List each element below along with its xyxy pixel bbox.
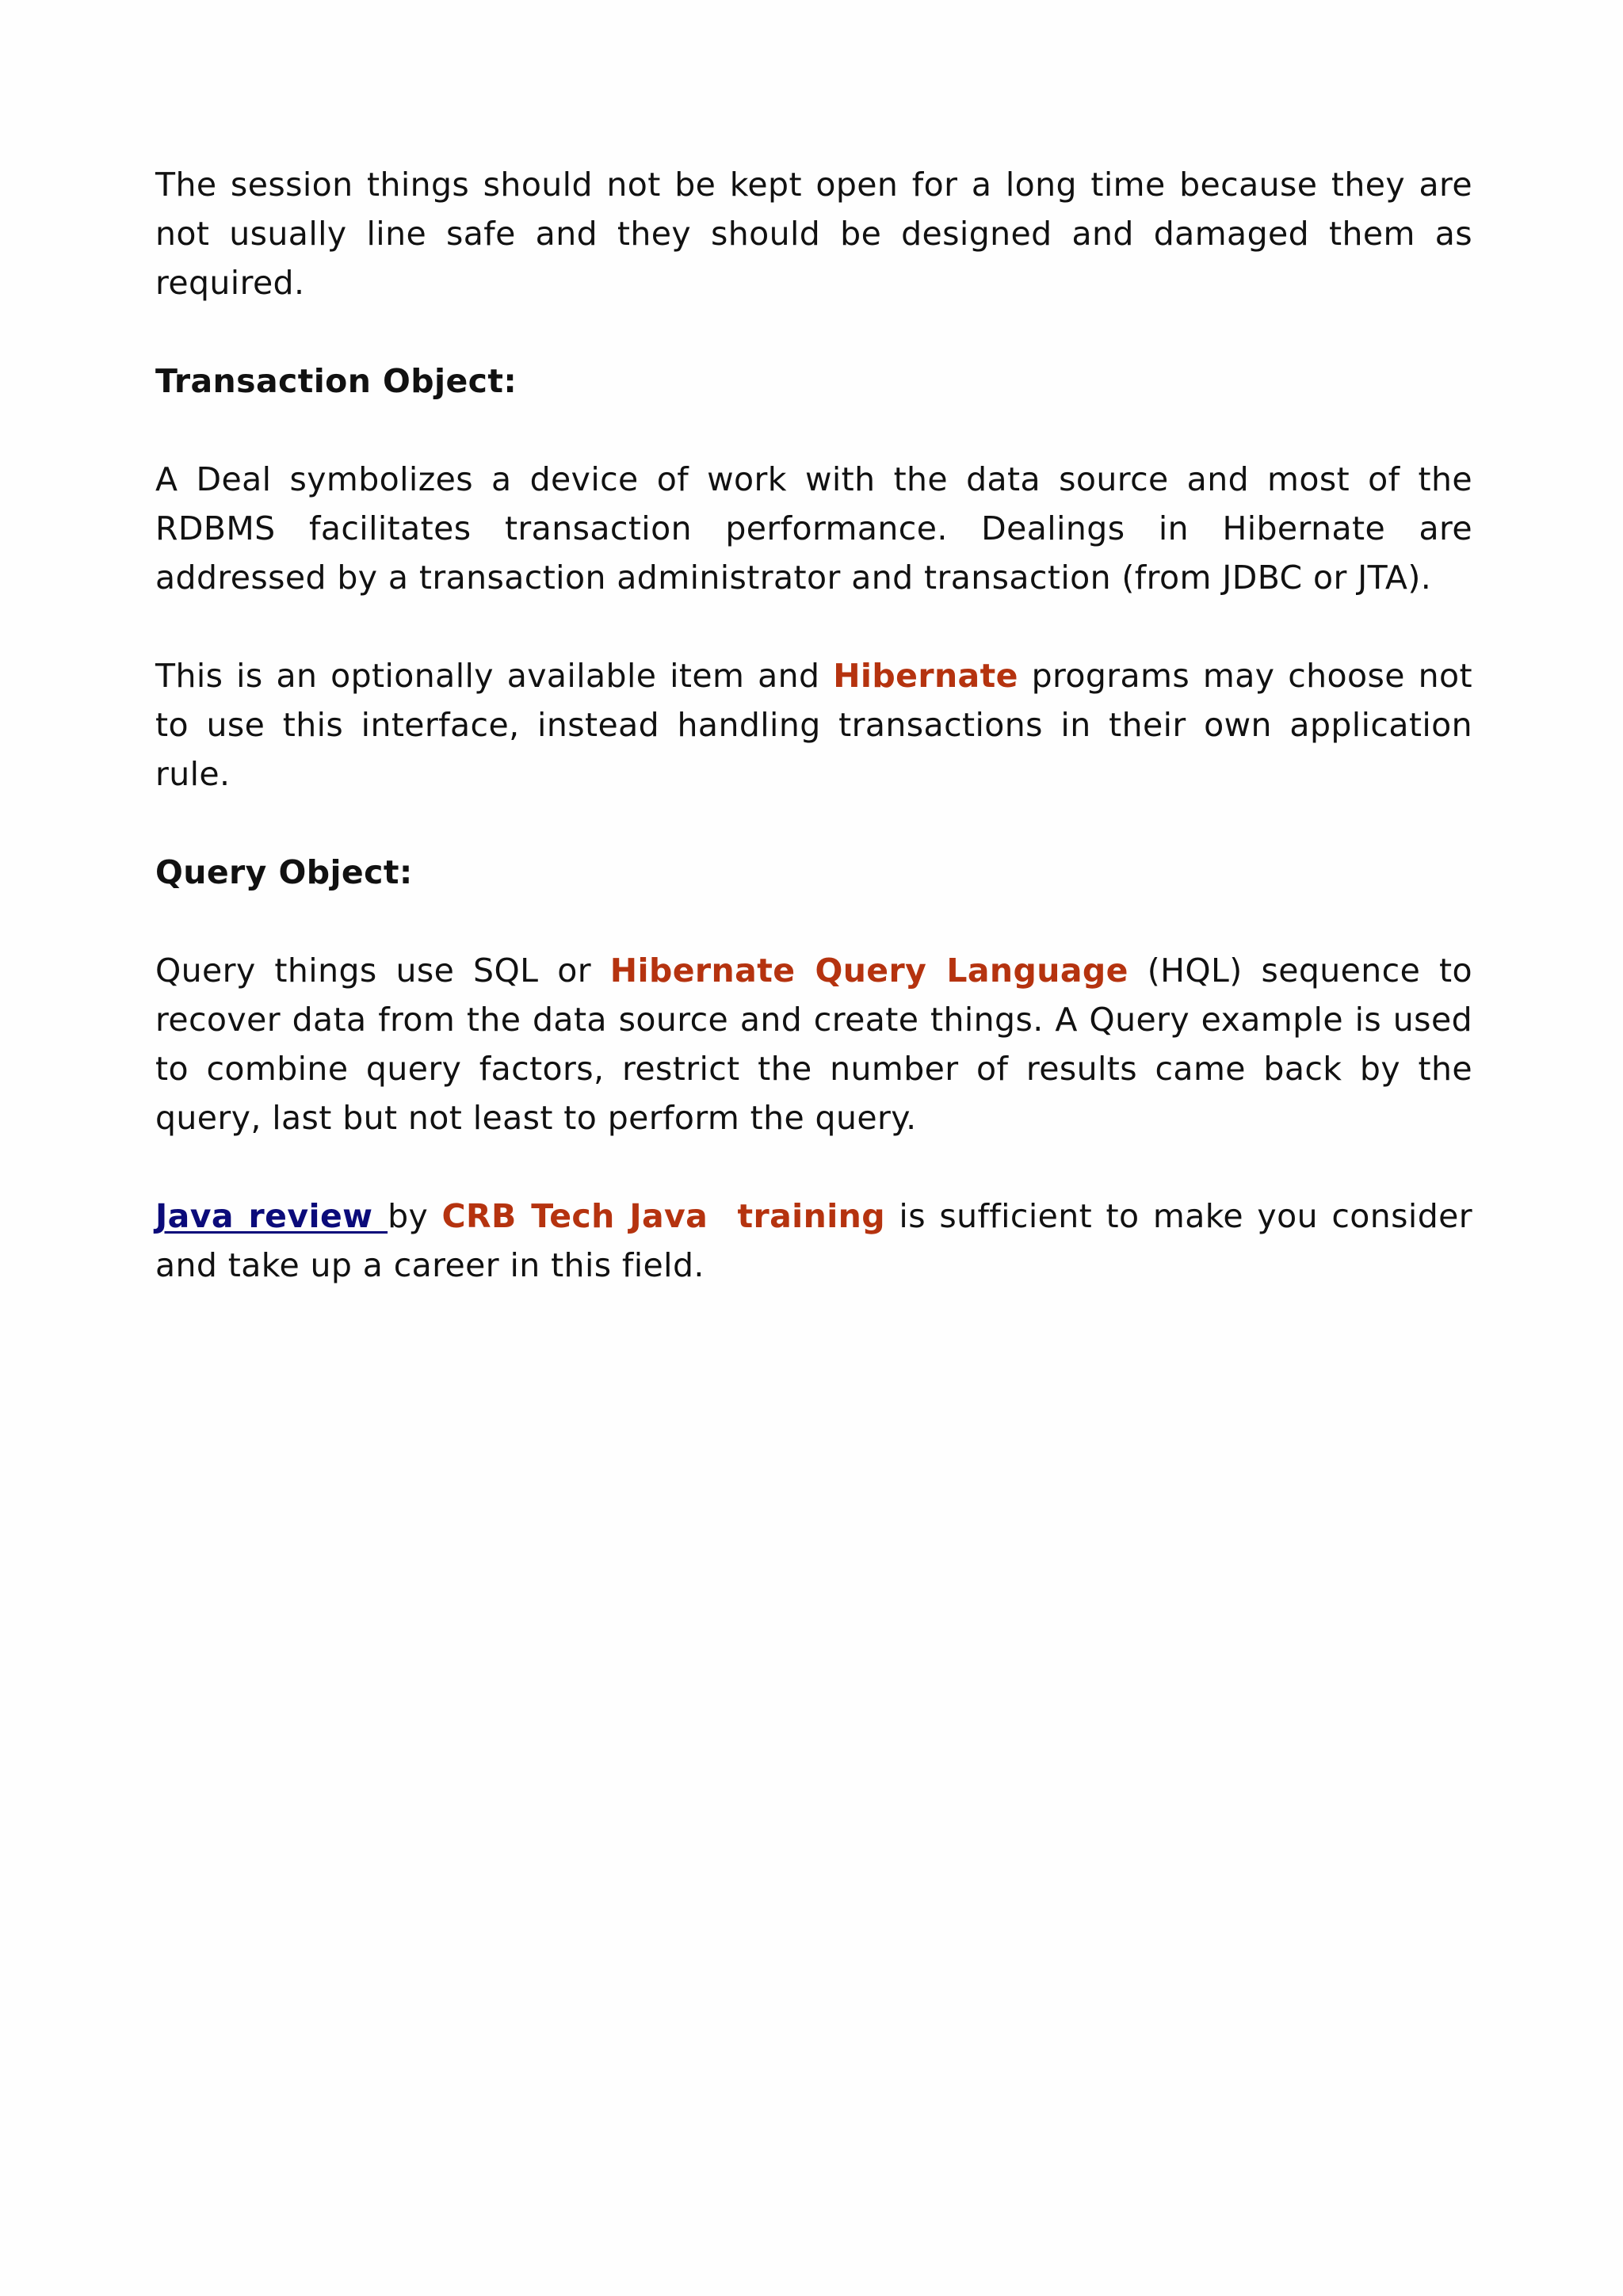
paragraph-query — [155, 946, 1472, 1142]
paragraph-transaction: A Deal symbolizes a device of work with the data source and most of the RDBMS facilitates transaction performance. Dealings in Hibernate are addressed by a transaction administrator and transaction (from JDBC or JTA). — [155, 460, 1472, 597]
document-body — [155, 160, 1472, 1339]
text-segment: is sufficient to make you consider and take up a career in this field. — [155, 1197, 1473, 1284]
heading-transaction-object: Transaction Object: — [155, 362, 517, 400]
text-segment: Query things use SQL or — [155, 952, 610, 990]
text-segment: (HQL) sequence to recover data from the data source and create things. A Query example is used to combine query factors, restrict the number of results came back by the query, last but not least to perform the query. — [155, 952, 1473, 1137]
highlight-crb-tech: CRB Tech Java training — [441, 1197, 886, 1235]
text-segment: programs may choose not to use this interface, instead handling transactions in their own application rule. — [155, 657, 1472, 793]
text-segment: This is an optionally available item and — [155, 657, 834, 695]
paragraph-optional-item — [155, 651, 1472, 799]
text-segment: by — [388, 1197, 442, 1235]
heading-query-object: Query Object: — [155, 853, 413, 891]
paragraph-java-review — [155, 1192, 1472, 1290]
highlight-hql: Hibernate Query Language — [609, 952, 1128, 990]
java-review-link[interactable]: Java review — [155, 1197, 388, 1235]
highlight-hibernate: Hibernate — [833, 657, 1018, 695]
paragraph-session: The session things should not be kept open for a long time because they are not usually line safe and they should be designed and damaged them as required. — [155, 166, 1472, 302]
